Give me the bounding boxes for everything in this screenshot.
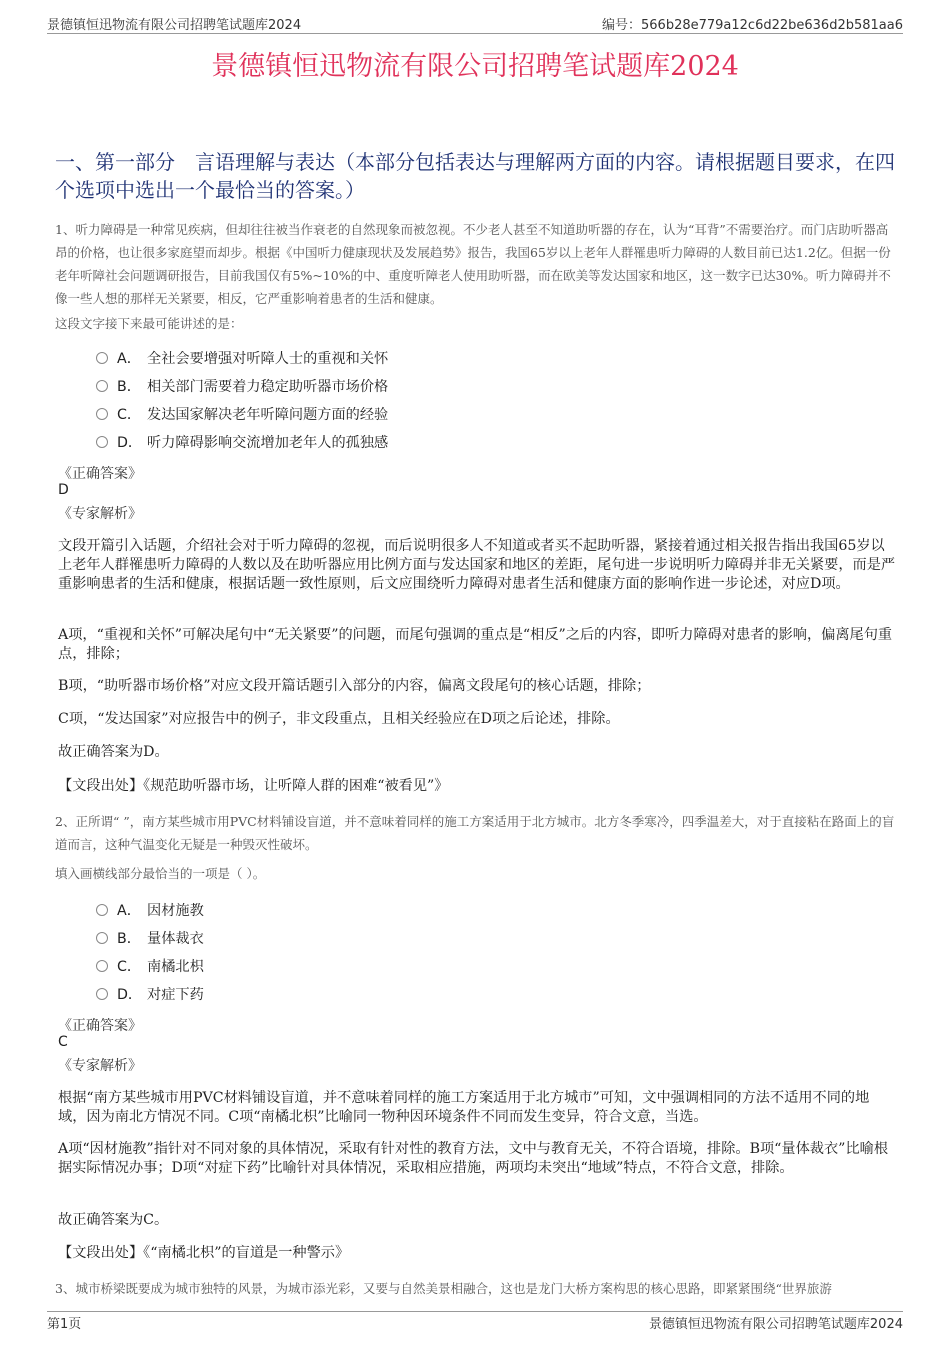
radio-icon[interactable] xyxy=(96,380,108,392)
q1-analysis-paragraph: 文段开篇引入话题，介绍社会对于听力障碍的忽视，而后说明很多人不知道或者买不起助听器，紧接着通过相关报告指出我国65岁以上老年人群罹患听力障碍的人数以及在助听器应用比例方面与发达国家和地区的差距，尾句进一步说明听力障碍并非无关紧要，而是严重影响患者的生活和健康，根据话题一致性原则，后文应围绕听力障碍对患者生活和健康方面的影响作进一步论述，对应D项。 xyxy=(58,538,896,592)
radio-icon[interactable] xyxy=(96,932,108,944)
header-doc-title: 景德镇恒迅物流有限公司招聘笔试题库2024 xyxy=(47,18,302,33)
q2-answer: C xyxy=(58,1034,68,1050)
page-title: 景德镇恒迅物流有限公司招聘笔试题库2024 xyxy=(211,51,739,82)
q2-source: 【文段出处】《“南橘北枳”的盲道是一种警示》 xyxy=(58,1245,350,1261)
radio-icon[interactable] xyxy=(96,960,108,972)
header-divider xyxy=(47,33,903,34)
q1-option-c[interactable]: C． 发达国家解决老年听障问题方面的经验 xyxy=(96,405,388,425)
q1-answer: D xyxy=(58,482,69,498)
radio-icon[interactable] xyxy=(96,436,108,448)
q2-conclusion: 故正确答案为C。 xyxy=(58,1212,169,1228)
q1-analysis-paragraph: A项，“重视和关怀”可解决尾句中“无关紧要”的问题，而尾句强调的重点是“相反”之后的内容，即听力障碍对患者的影响，偏离尾句重点，排除； xyxy=(58,627,893,662)
q3-stem: 3、城市桥梁既要成为城市独特的风景，为城市添光彩，又要与自然美景相融合，这也是龙门大桥方案构思的核心思路，即紧紧围绕“世界旅游 xyxy=(55,1281,832,1296)
q1-source: 【文段出处】《规范助听器市场，让听障人群的困难“被看见”》 xyxy=(58,778,449,794)
q2-option-d[interactable]: D． 对症下药 xyxy=(96,985,204,1005)
q2-correct-answer-label: 《正确答案》 xyxy=(58,1018,142,1034)
q1-correct-answer-label: 《正确答案》 xyxy=(58,466,142,482)
q2-analysis-paragraph: 根据“南方某些城市用PVC材料铺设盲道，并不意味着同样的施工方案适用于北方城市”可知，文中强调相同的方法不适用不同的地域，因为南北方情况不同。C项“南橘北枳”比喻同一物种因环境条件不同而发生变异，符合文意，当选。 xyxy=(58,1090,870,1125)
radio-icon[interactable] xyxy=(96,352,108,364)
page-number: 第1页 xyxy=(47,1317,82,1332)
q1-prompt: 这段文字接下来最可能讲述的是： xyxy=(55,316,243,331)
q1-option-a[interactable]: A． 全社会要增强对听障人士的重视和关怀 xyxy=(96,349,388,369)
q2-option-b[interactable]: B． 量体裁衣 xyxy=(96,929,204,949)
q1-expert-analysis-label: 《专家解析》 xyxy=(58,506,142,522)
q2-expert-analysis-label: 《专家解析》 xyxy=(58,1058,142,1074)
page-footer xyxy=(47,1313,903,1333)
q2-analysis-paragraph: A项“因材施教”指针对不同对象的具体情况，采取有针对性的教育方法，文中与教育无关，不符合语境，排除。B项“量体裁衣”比喻根据实际情况办事；D项“对症下药”比喻针对具体情况，采取相应措施，两项均未突出“地域”特点，不符合文意，排除。 xyxy=(58,1141,889,1176)
q1-analysis-paragraph: C项，“发达国家”对应报告中的例子，非文段重点，且相关经验应在D项之后论述，排除。 xyxy=(58,711,620,727)
q1-analysis-paragraph: B项，“助听器市场价格”对应文段开篇话题引入部分的内容，偏离文段尾句的核心话题，排除； xyxy=(58,678,651,694)
q1-option-d[interactable]: D． 听力障碍影响交流增加老年人的孤独感 xyxy=(96,433,388,453)
footer-doc-title: 景德镇恒迅物流有限公司招聘笔试题库2024 xyxy=(648,1317,903,1332)
q2-stem: 2、正所谓“ ”，南方某些城市用PVC材料铺设盲道，并不意味着同样的施工方案适用于北方城市。北方冬季寒冷，四季温差大，对于直接粘在路面上的盲道而言，这种气温变化无疑是一种毁灭性破坏。 xyxy=(55,814,895,852)
q1-stem: 1、听力障碍是一种常见疾病，但却往往被当作衰老的自然现象而被忽视。不少老人甚至不知道助听器的存在，认为“耳背”不需要治疗。而门店助听器高昂的价格，也让很多家庭望而却步。根据《中国听力健康现状及发展趋势》报告，我国65岁以上老年人群罹患听力障碍的人数目前已达1.2亿。但据一份老年听障社会问题调研报告，目前我国仅有5%~10%的中、重度听障老人使用助听器，而在欧美等发达国家和地区，这一数字已达30%。听力障碍并不像一些人想的那样无关紧要，相反，它严重影响着患者的生活和健康。 xyxy=(55,222,891,306)
q2-prompt: 填入画横线部分最恰当的一项是（ ）。 xyxy=(55,866,266,881)
q1-conclusion: 故正确答案为D。 xyxy=(58,744,169,760)
radio-icon[interactable] xyxy=(96,988,108,1000)
q2-option-a[interactable]: A． 因材施教 xyxy=(96,901,204,921)
q2-option-c[interactable]: C． 南橘北枳 xyxy=(96,957,204,977)
q1-option-b[interactable]: B． 相关部门需要着力稳定助听器市场价格 xyxy=(96,377,388,397)
page-header xyxy=(47,14,903,34)
radio-icon[interactable] xyxy=(96,904,108,916)
header-doc-id: 编号：566b28e779a12c6d22be636d2b581aa6 xyxy=(602,18,903,33)
footer-divider xyxy=(47,1311,903,1312)
section-heading: 一、第一部分 言语理解与表达（本部分包括表达与理解两方面的内容。请根据题目要求，在四个选项中选出一个最恰当的答案。） xyxy=(55,150,895,202)
radio-icon[interactable] xyxy=(96,408,108,420)
